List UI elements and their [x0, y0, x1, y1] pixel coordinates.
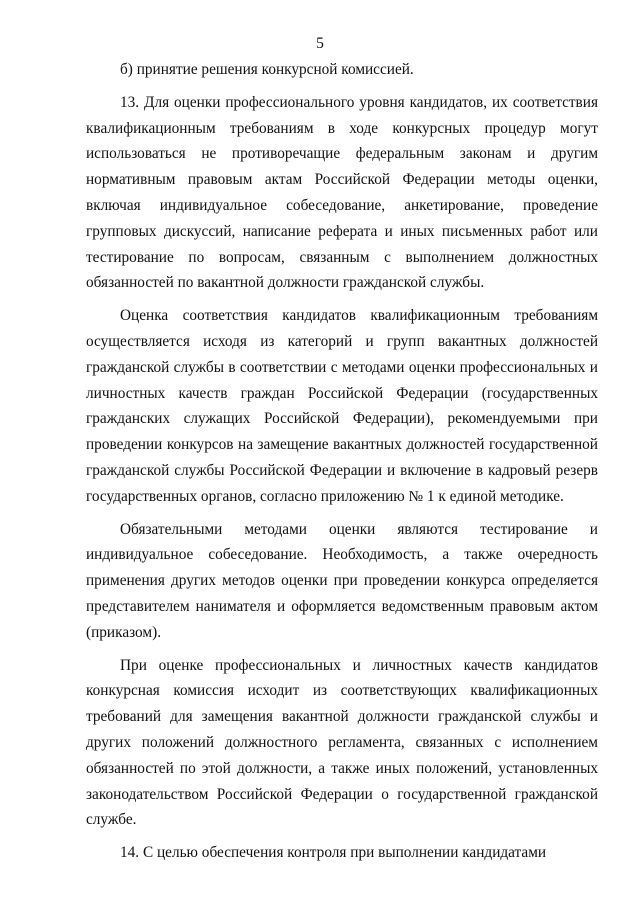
paragraph-clause-13: 13. Для оценки профессионального уровня кандидатов, их соответствия квалификационным требованиям в ходе конкурсных процедур могут использоваться не противоречащие федеральным законам и другим нормативным правовым актам Российской Федерации методы оценки, включая индивидуальное собеседование, анкетирование, проведение групповых дискуссий, написание реферата и иных письменных работ или тестирование по вопросам, связанным с выполнением должностных обязанностей по вакантной должности гражданской службы.: [86, 93, 598, 292]
page-number: 5: [316, 35, 324, 52]
paragraph-item-b: б) принятие решения конкурсной комиссией.: [120, 61, 414, 78]
paragraph-qualification-assessment: Оценка соответствия кандидатов квалификационным требованиям осуществляется исходя из категорий и групп вакантных должностей гражданской службы в соответствии с методами оценки профессиональных и личностных качеств граждан Российской Федерации (государственных гражданских служащих Российской Федерации), рекомендуемыми при проведении конкурсов на замещение вакантных должностей государственной гражданской службы Российской Федерации и включение в кадровый резерв государственных органов, согласно приложению № 1 к единой методике.: [86, 307, 598, 505]
paragraph-clause-14: 14. С целью обеспечения контроля при выполнении кандидатами: [120, 844, 547, 862]
document-body: [86, 57, 598, 866]
paragraph-commission-evaluation: При оценке профессиональных и личностных качеств кандидатов конкурсная комиссия исходит из соответствующих квалификационных требований для замещения вакантной должности гражданской службы и других положений должностного регламента, связанных с исполнением обязанностей по этой должности, а также иных положений, установленных законодательством Российской Федерации о государственной гражданской службе.: [86, 656, 598, 829]
paragraph-mandatory-methods: Обязательными методами оценки являются тестирование и индивидуальное собеседование. Необходимость, а также очередность применения других методов оценки при проведении конкурса определяется представителем нанимателя и оформляется ведомственным правовым актом (приказом).: [86, 520, 598, 641]
